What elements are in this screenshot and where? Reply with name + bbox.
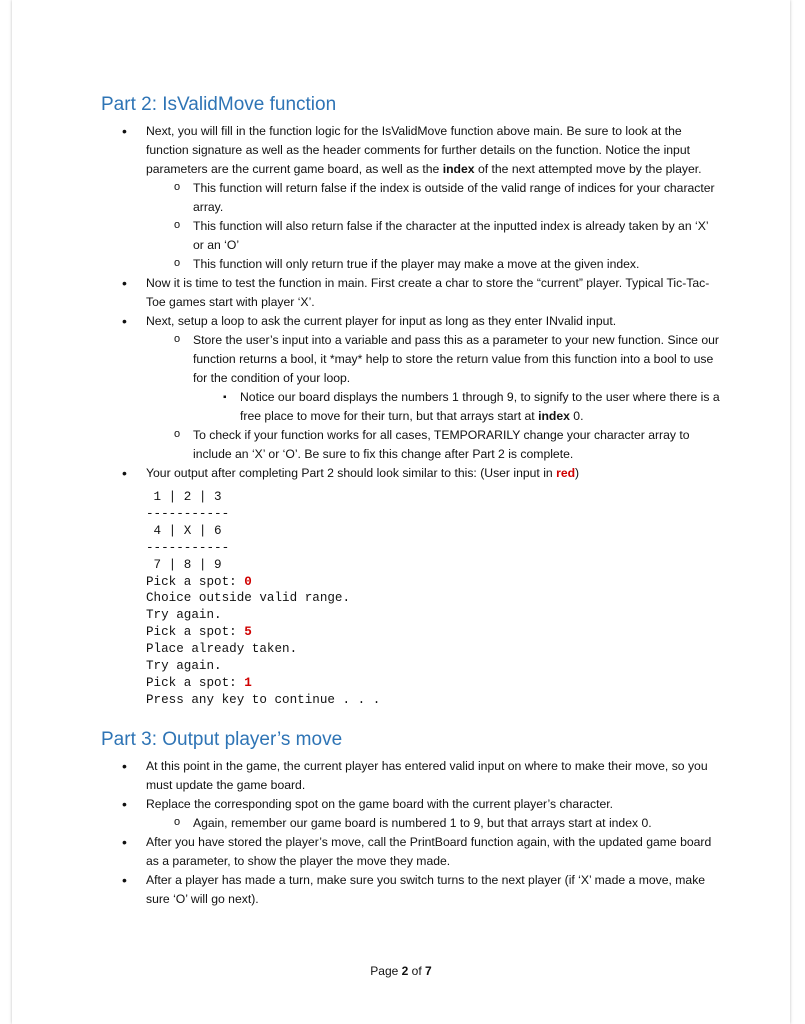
list-item	[101, 312, 721, 464]
bold-text: index	[442, 162, 475, 176]
sub-list-item: o To check if your function works for all cases, TEMPORARILY change your character array to include an ‘X’ or ‘O’. Be sure to fix this change after Part 2 is complete.	[146, 426, 721, 464]
page-label: Page	[370, 964, 402, 978]
document-page	[12, 0, 790, 1024]
sub-sub-list	[193, 388, 721, 426]
bullet-text: of the next attempted move by the player.	[474, 162, 702, 176]
user-input: 0	[244, 574, 252, 589]
code-line	[146, 624, 721, 641]
sample-output-code-block	[101, 489, 721, 709]
list-item: • At this point in the game, the current player has entered valid input on where to make their move, so you must update the game board.	[101, 757, 721, 795]
user-input: 5	[244, 625, 252, 640]
sub-sub-text: Notice our board displays the numbers 1 through 9, to signify to the user where there is a free place to move for their turn, but that arrays start at	[240, 390, 720, 423]
sub-list	[146, 331, 721, 464]
sub-list-item	[146, 331, 721, 426]
page-footer	[12, 964, 790, 978]
part3-heading: Part 3: Output player’s move	[101, 728, 343, 750]
bullet-text: )	[575, 466, 580, 480]
page-current: 2	[401, 964, 409, 978]
page-total: 7	[425, 964, 432, 978]
code-line: Try again.	[146, 659, 222, 674]
sub-item-text: Store the user’s input into a variable and pass this as a parameter to your new function. Since our function returns a bool, it *may* help to store the return value from this function into a bool to use for the condition of your loop.	[193, 333, 719, 385]
sub-list	[146, 179, 721, 274]
bullet-text: Replace the corresponding spot on the game board with the current player’s character.	[146, 796, 614, 811]
bold-text: index	[538, 409, 570, 423]
bullet-text: Your output after completing Part 2 should look similar to this: (User input in	[146, 466, 557, 480]
board-row-2: 4 | X | 6	[146, 523, 222, 538]
page-of: of	[408, 964, 426, 978]
board-separator: -----------	[146, 506, 230, 521]
bullet-text: Next, setup a loop to ask the current player for input as long as they enter INvalid input.	[146, 314, 617, 328]
code-line	[146, 675, 721, 692]
code-line: Choice outside valid range.	[146, 591, 351, 606]
prompt-text: Pick a spot:	[146, 675, 245, 690]
prompt-text: Pick a spot:	[146, 574, 245, 589]
sub-list-item: o This function will return false if the index is outside of the valid range of indices for your character array.	[146, 179, 721, 217]
part2-heading: Part 2: IsValidMove function	[101, 94, 337, 115]
board-row-1: 1 | 2 | 3	[146, 490, 222, 504]
sub-sub-list-item	[193, 388, 721, 426]
list-item	[101, 464, 721, 483]
red-word: red	[556, 466, 576, 480]
code-line: Press any key to continue . . .	[146, 692, 381, 707]
list-item: • After you have stored the player’s move, call the PrintBoard function again, with the updated game board as a parameter, to show the player the move they made.	[101, 833, 721, 871]
list-item	[101, 795, 721, 833]
sub-list	[146, 814, 721, 833]
list-item	[101, 122, 721, 274]
board-separator: -----------	[146, 540, 230, 555]
code-line: Try again.	[146, 608, 222, 623]
part3-bullet-list	[101, 757, 721, 909]
sub-list-item: o This function will also return false if the character at the inputted index is already taken by an ‘X’ or an ‘O’	[146, 217, 721, 255]
part2-bullet-list	[101, 122, 721, 483]
list-item: • Now it is time to test the function in main. First create a char to store the “current” player. Typical Tic-Tac-Toe games start with player ‘X’.	[101, 274, 721, 312]
prompt-text: Pick a spot:	[146, 625, 245, 640]
code-line	[146, 574, 721, 591]
sub-list-item: o This function will only return true if the player may make a move at the given index.	[146, 255, 721, 274]
sub-list-item: o Again, remember our game board is numbered 1 to 9, but that arrays start at index 0.	[146, 814, 721, 833]
bullet-text: Next, you will fill in the function logic for the IsValidMove function above main. Be sure to look at the function signature as well as the header comments for further details on the function. Notice the input parameters are the current game board, as well as the	[146, 124, 691, 176]
sub-sub-text: 0.	[569, 409, 584, 423]
user-input: 1	[244, 675, 252, 690]
board-row-3: 7 | 8 | 9	[146, 557, 222, 572]
code-line: Place already taken.	[146, 642, 298, 657]
page-content	[101, 92, 721, 909]
list-item: • After a player has made a turn, make sure you switch turns to the next player (if ‘X’ made a move, make sure ‘O’ will go next).	[101, 871, 721, 909]
